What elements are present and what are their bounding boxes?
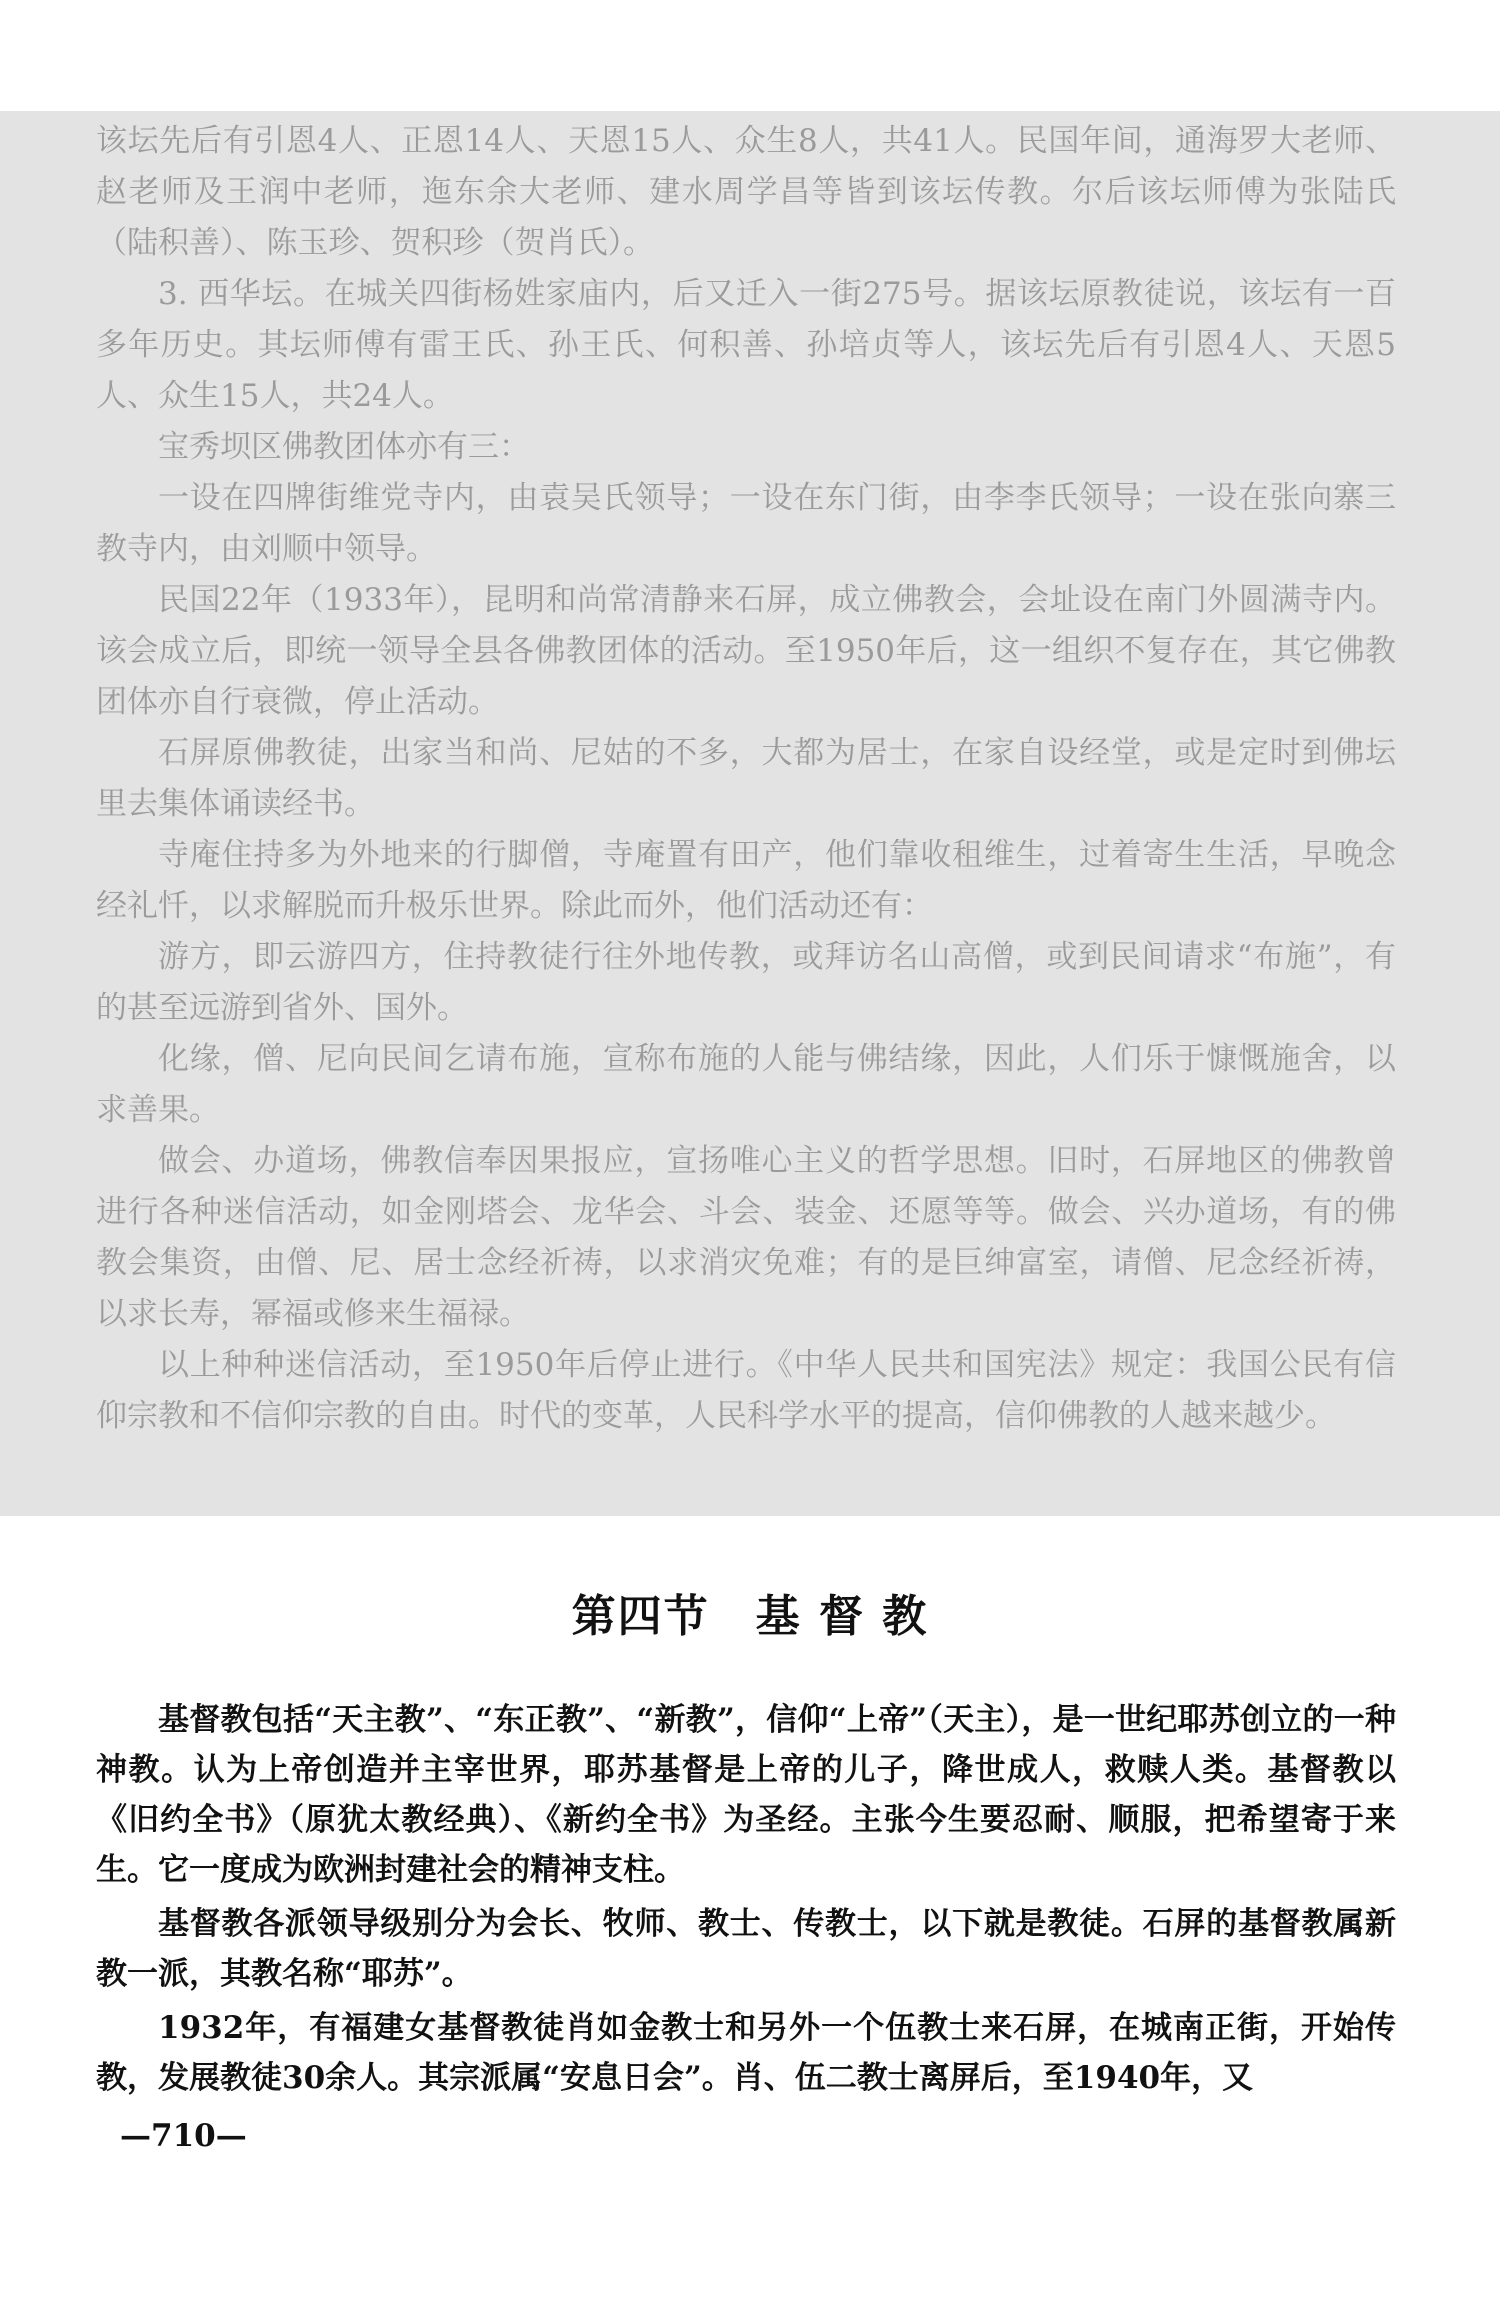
page-number: —710— xyxy=(120,2118,247,2154)
paragraph: 1932年，有福建女基督教徒肖如金教士和另外一个伍教士来石屏，在城南正街，开始传教，发展教徒30余人。其宗派属“安息日会”。肖、伍二教士离屏后，至1940年，又 xyxy=(96,2010,1396,2096)
section-heading: 第四节 基 督 教 xyxy=(571,1591,929,1642)
paragraph: 一设在四牌街维党寺内，由袁吴氏领导；一设在东门街，由李李氏领导；一设在张向寨三教寺内，由刘顺中领导。 xyxy=(96,480,1396,567)
paragraph: 该坛先后有引恩4人、正恩14人、天恩15人、众生8人，共41人。民国年间，通海罗大老师、赵老师及王润中老师，迤东余大老师、建水周学昌等皆到该坛传教。尔后该坛师傅为张陆氏（陆积善）、陈玉珍、贺积珍（贺肖氏）。 xyxy=(96,123,1396,261)
paragraph: 游方，即云游四方，住持教徒行往外地传教，或拜访名山高僧，或到民间请求“布施”，有的甚至远游到省外、国外。 xyxy=(96,939,1396,1026)
paragraph: 基督教各派领导级别分为会长、牧师、教士、传教士，以下就是教徒。石屏的基督教属新教一派，其教名称“耶苏”。 xyxy=(96,1906,1396,1992)
paragraph: 3. 西华坛。在城关四街杨姓家庙内，后又迁入一街275号。据该坛原教徒说，该坛有一百多年历史。其坛师傅有雷王氏、孙王氏、何积善、孙培贞等人，该坛先后有引恩4人、天恩5人、众生15人，共24人。 xyxy=(96,276,1396,414)
paragraph: 石屏原佛教徒，出家当和尚、尼姑的不多，大都为居士，在家自设经堂，或是定时到佛坛里去集体诵读经书。 xyxy=(96,735,1396,822)
paragraph: 化缘，僧、尼向民间乞请布施，宣称布施的人能与佛结缘，因此，人们乐于慷慨施舍，以求善果。 xyxy=(96,1041,1396,1128)
paragraph: 民国22年（1933年），昆明和尚常清静来石屏，成立佛教会，会址设在南门外圆满寺内。该会成立后，即统一领导全县各佛教团体的活动。至1950年后，这一组织不复存在，其它佛教团体亦自行衰微，停止活动。 xyxy=(96,582,1396,720)
body-section-text xyxy=(96,1695,1396,2107)
paragraph: 做会、办道场，佛教信奉因果报应，宣扬唯心主义的哲学思想。旧时，石屏地区的佛教曾进行各种迷信活动，如金刚塔会、龙华会、斗会、装金、还愿等等。做会、兴办道场，有的佛教会集资，由僧、尼、居士念经祈祷，以求消灾免难；有的是巨绅富室，请僧、尼念经祈祷，以求长寿，幂福或修来生福禄。 xyxy=(96,1143,1396,1332)
paragraph: 宝秀坝区佛教团体亦有三： xyxy=(158,429,530,465)
paragraph: 寺庵住持多为外地来的行脚僧，寺庵置有田产，他们靠收租维生，过着寄生生活，早晚念经礼忏，以求解脱而升极乐世界。除此而外，他们活动还有： xyxy=(96,837,1396,924)
paragraph: 基督教包括“天主教”、“东正教”、“新教”，信仰“上帝”（天主），是一世纪耶苏创立的一种神教。认为上帝创造并主宰世界，耶苏基督是上帝的儿子，降世成人，救赎人类。基督教以《旧约全书》（原犹太教经典）、《新约全书》为圣经。主张今生要忍耐、顺服，把希望寄于来生。它一度成为欧洲封建社会的精神支柱。 xyxy=(96,1702,1396,1888)
shaded-section-text xyxy=(96,116,1396,1442)
paragraph: 以上种种迷信活动，至1950年后停止进行。《中华人民共和国宪法》规定：我国公民有信仰宗教和不信仰宗教的自由。时代的变革，人民科学水平的提高，信仰佛教的人越来越少。 xyxy=(96,1347,1396,1434)
